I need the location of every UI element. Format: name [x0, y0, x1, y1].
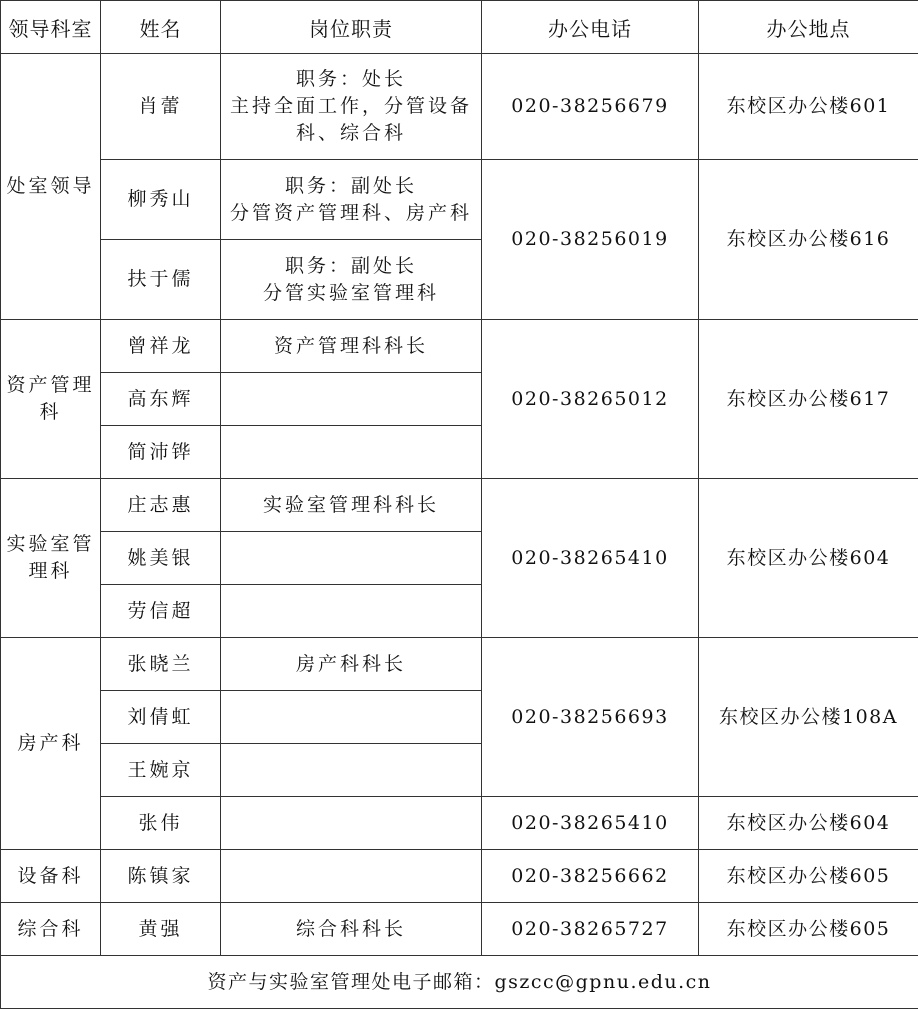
phone-cell: 020-38256679 [482, 54, 699, 160]
duty-cell: 综合科科长 [221, 903, 482, 956]
duty-cell: 资产管理科科长 [221, 320, 482, 373]
phone-cell: 020-38265012 [482, 320, 699, 479]
name-cell: 陈镇家 [101, 850, 221, 903]
name-cell: 张晓兰 [101, 638, 221, 691]
dept-line: 科 [39, 401, 62, 423]
duty-cell [221, 54, 482, 160]
table-row [1, 903, 918, 956]
footer-row [1, 956, 918, 1009]
table-row [1, 638, 918, 691]
name-cell: 王婉京 [101, 744, 221, 797]
duty-cell [221, 240, 482, 320]
location-cell: 东校区办公楼108A [699, 638, 918, 797]
footer-email-text: 资产与实验室管理处电子邮箱：gszcc@gpnu.edu.cn [1, 956, 918, 1009]
name-cell: 刘倩虹 [101, 691, 221, 744]
duty-cell [221, 373, 482, 426]
duty-cell [221, 160, 482, 240]
name-cell: 劳信超 [101, 585, 221, 638]
duty-cell [221, 850, 482, 903]
duty-cell [221, 691, 482, 744]
dept-cell-general: 综合科 [1, 903, 101, 956]
duty-cell [221, 585, 482, 638]
header-row [1, 1, 918, 54]
name-cell: 柳秀山 [101, 160, 221, 240]
header-duty: 岗位职责 [221, 1, 482, 54]
table-row [1, 320, 918, 373]
duty-cell: 实验室管理科科长 [221, 479, 482, 532]
dept-line: 资产管理 [6, 374, 95, 396]
location-cell: 东校区办公楼604 [699, 797, 918, 850]
dept-line: 理科 [28, 560, 73, 582]
duty-cell: 房产科科长 [221, 638, 482, 691]
dept-cell-leaders: 处室领导 [1, 54, 101, 320]
location-cell: 东校区办公楼605 [699, 850, 918, 903]
header-location: 办公地点 [699, 1, 918, 54]
phone-cell: 020-38265410 [482, 479, 699, 638]
name-cell: 姚美银 [101, 532, 221, 585]
name-cell: 曾祥龙 [101, 320, 221, 373]
name-cell: 简沛铧 [101, 426, 221, 479]
duty-cell [221, 744, 482, 797]
duty-line: 分管实验室管理科 [262, 281, 439, 304]
name-cell: 高东辉 [101, 373, 221, 426]
table-row [1, 160, 918, 240]
phone-cell: 020-38256693 [482, 638, 699, 797]
phone-cell: 020-38265410 [482, 797, 699, 850]
header-name: 姓名 [101, 1, 221, 54]
location-cell: 东校区办公楼617 [699, 320, 918, 479]
name-cell: 张伟 [101, 797, 221, 850]
dept-cell-lab [1, 479, 101, 638]
location-cell: 东校区办公楼605 [699, 903, 918, 956]
phone-cell: 020-38265727 [482, 903, 699, 956]
location-cell: 东校区办公楼616 [699, 160, 918, 320]
location-cell: 东校区办公楼604 [699, 479, 918, 638]
dept-line: 实验室管 [6, 533, 95, 555]
name-cell: 黄强 [101, 903, 221, 956]
dept-cell-equipment: 设备科 [1, 850, 101, 903]
duty-line: 主持全面工作，分管设备 [229, 95, 472, 117]
duty-cell [221, 532, 482, 585]
dept-cell-asset [1, 320, 101, 479]
phone-cell: 020-38256662 [482, 850, 699, 903]
duty-cell [221, 426, 482, 479]
table-row [1, 479, 918, 532]
duty-line: 科、综合科 [295, 122, 406, 144]
dept-cell-property: 房产科 [1, 638, 101, 850]
table-row [1, 54, 918, 160]
duty-line: 职务：处长 [295, 68, 406, 90]
duty-line: 职务：副处长 [284, 254, 417, 277]
header-phone: 办公电话 [482, 1, 699, 54]
name-cell: 肖蕾 [101, 54, 221, 160]
table-row [1, 797, 918, 850]
name-cell: 扶于儒 [101, 240, 221, 320]
header-dept: 领导科室 [1, 1, 101, 54]
location-cell: 东校区办公楼601 [699, 54, 918, 160]
duty-line: 分管资产管理科、房产科 [229, 201, 472, 224]
duty-cell [221, 797, 482, 850]
table-row [1, 850, 918, 903]
name-cell: 庄志惠 [101, 479, 221, 532]
phone-cell: 020-38256019 [482, 160, 699, 320]
duty-line: 职务：副处长 [284, 174, 417, 197]
